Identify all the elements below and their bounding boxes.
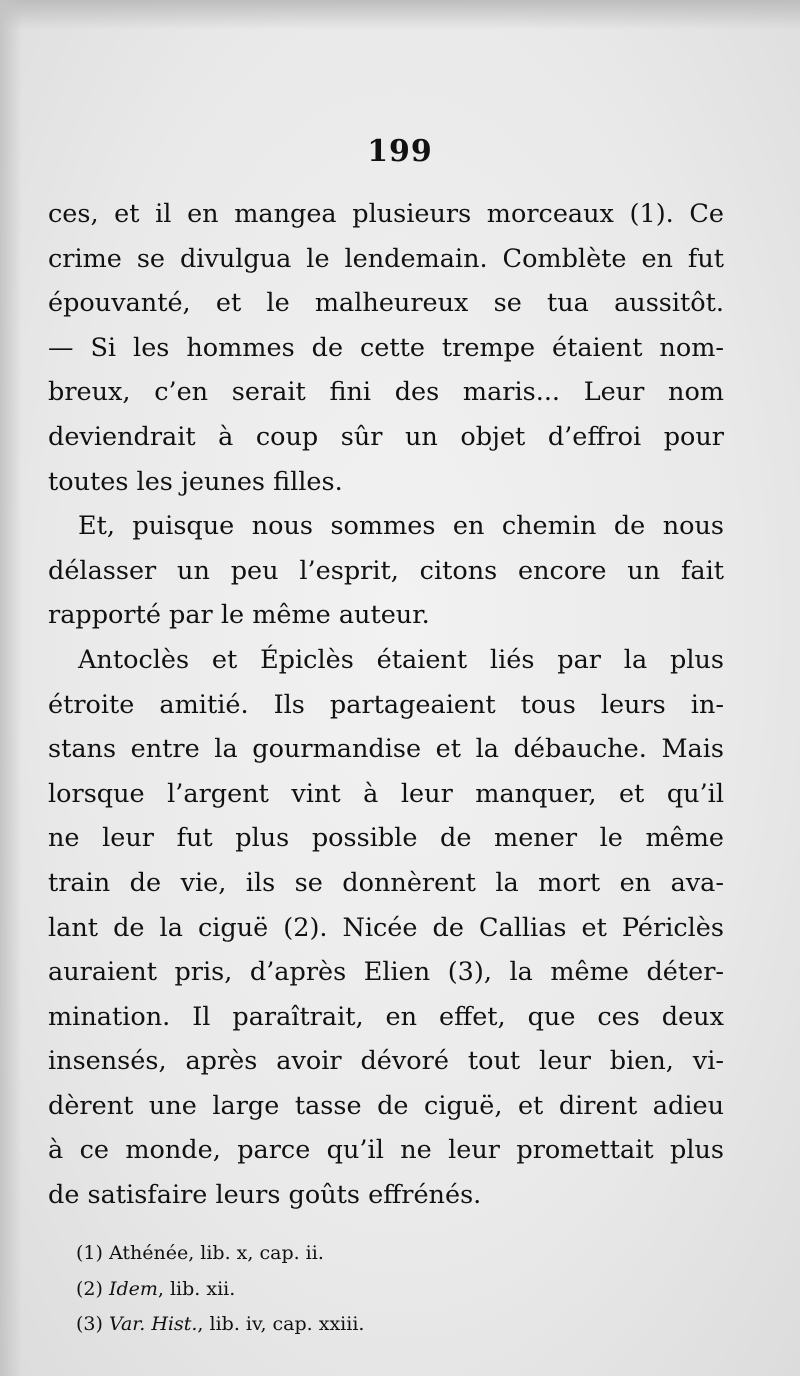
text-line: breux, c’en serait fini des maris... Leur nom [48,377,724,408]
footnote-title: Athénée [108,1242,189,1264]
text-line: à ce monde, parce qu’il ne leur promettait plus [48,1135,724,1166]
text-line: délasser un peu l’esprit, citons encore un fait [48,555,724,586]
footnote [76,1272,364,1308]
footnote [76,1307,364,1343]
text-line: de satisfaire leurs goûts effrénés. [48,1180,482,1211]
text-line: étroite amitié. Ils partageaient tous leurs in- [48,689,724,720]
text-line: ces, et il en mangea plusieurs morceaux (1). Ce [48,199,724,229]
text-line: toutes les jeunes filles. [48,466,343,497]
scan-shadow-left [0,0,22,1376]
footnote-marker: (2) [76,1277,103,1300]
footnote-reference: , lib. xii. [157,1277,236,1300]
scan-shadow-top [0,0,800,30]
text-line: ne leur fut plus possible de mener le même [48,823,724,854]
footnote-marker: (1) [76,1242,103,1264]
footnote-title: Var. Hist. [108,1313,198,1335]
text-line: crime se divulgua le lendemain. Comblète en fut [48,243,724,274]
text-line: dèrent une large tasse de ciguë, et dirent adieu [48,1090,724,1121]
footnotes [76,1236,364,1343]
text-line: épouvanté, et le malheureux se tua aussitôt. [48,288,724,319]
footnote-marker: (3) [76,1313,103,1335]
footnote [76,1236,364,1272]
text-line: lant de la ciguë (2). Nicée de Callias et Périclès [48,912,724,943]
text-line: train de vie, ils se donnèrent la mort en ava- [48,867,724,898]
text-line: lorsque l’argent vint à leur manquer, et qu’il [48,778,724,809]
text-line: deviendrait à coup sûr un objet d’effroi pour [48,421,724,452]
text-line: Et, puisque nous sommes en chemin de nous [78,511,724,542]
text-line: insensés, après avoir dévoré tout leur bien, vi- [48,1046,724,1077]
text-line: rapporté par le même auteur. [48,600,430,631]
text-line: auraient pris, d’après Elien (3), la même déter- [48,957,724,988]
text-line: mination. Il paraîtrait, en effet, que ces deux [48,1001,724,1032]
text-line: stans entre la gourmandise et la débauche. Mais [48,734,724,765]
footnote-title: Idem [108,1277,158,1300]
text-line: — Si les hommes de cette trempe étaient nom- [48,332,724,363]
footnote-reference: , lib. x, cap. ii. [188,1242,324,1264]
page-number: 199 [367,134,433,169]
body-text [48,192,724,1218]
text-line: Antoclès et Épiclès étaient liés par la plus [78,644,724,675]
footnote-reference: , lib. iv, cap. xxiii. [197,1313,365,1335]
